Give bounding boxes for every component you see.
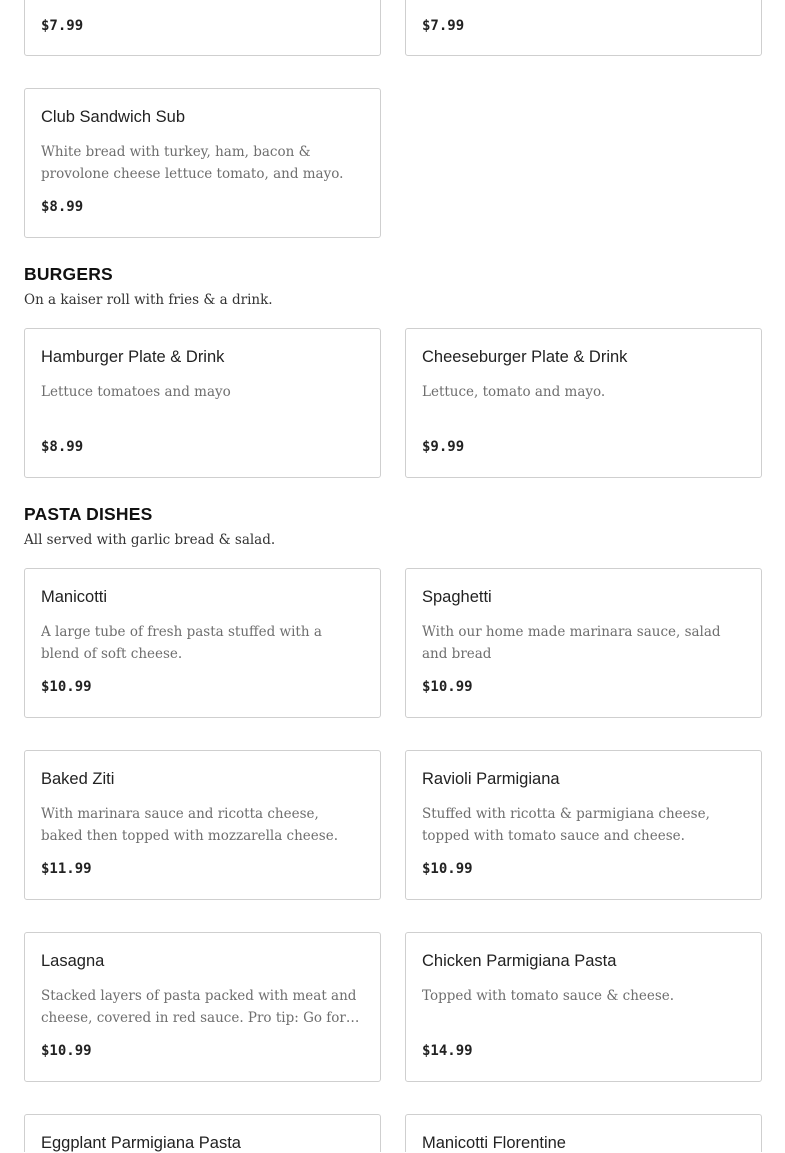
menu-item-description: Topped with tomato sauce & cheese. bbox=[422, 988, 675, 1004]
menu-item-card[interactable] bbox=[24, 328, 381, 478]
menu-item-description: With our home made marinara sauce, salad and bread bbox=[422, 624, 721, 662]
menu-item-card[interactable] bbox=[24, 88, 381, 238]
menu-item-card[interactable] bbox=[405, 750, 762, 900]
menu-item-card[interactable] bbox=[405, 1114, 762, 1152]
menu-item-price: $8.99 bbox=[41, 439, 84, 455]
menu-item-description: A large tube of fresh pasta stuffed with a blend of soft cheese. bbox=[41, 624, 322, 662]
menu-item-description: Lettuce, tomato and mayo. bbox=[422, 384, 606, 400]
menu-item-name: Spaghetti bbox=[422, 588, 492, 606]
menu-item-name: Eggplant Parmigiana Pasta bbox=[41, 1134, 241, 1152]
menu-item-price: $9.99 bbox=[422, 439, 465, 455]
menu-item-price: $7.99 bbox=[41, 18, 84, 34]
menu-item-card[interactable] bbox=[24, 1114, 381, 1152]
menu-item-card[interactable] bbox=[24, 750, 381, 900]
menu-item-name: Manicotti bbox=[41, 588, 108, 606]
menu-item-name: Hamburger Plate & Drink bbox=[41, 348, 225, 366]
menu-item-card[interactable] bbox=[405, 0, 762, 56]
menu-item-card[interactable] bbox=[405, 568, 762, 718]
menu-item-name: Ravioli Parmigiana bbox=[422, 770, 560, 788]
menu-item-name: Chicken Parmigiana Pasta bbox=[422, 952, 617, 970]
menu-item-card[interactable] bbox=[405, 328, 762, 478]
menu-item-price: $10.99 bbox=[41, 679, 92, 695]
menu-item-name: Lasagna bbox=[41, 952, 105, 970]
menu-item-price: $7.99 bbox=[422, 18, 465, 34]
menu-item-name: Cheeseburger Plate & Drink bbox=[422, 348, 628, 366]
section-subtitle-pasta: All served with garlic bread & salad. bbox=[24, 532, 276, 548]
menu-item-card[interactable] bbox=[24, 932, 381, 1082]
section-subtitle-burgers: On a kaiser roll with fries & a drink. bbox=[24, 292, 273, 308]
menu-item-name: Baked Ziti bbox=[41, 770, 115, 788]
menu-item-card[interactable] bbox=[405, 932, 762, 1082]
menu-item-price: $10.99 bbox=[41, 1043, 92, 1059]
menu-item-description: White bread with turkey, ham, bacon & provolone cheese lettuce tomato, and mayo. bbox=[41, 144, 344, 182]
menu-item-description: Lettuce tomatoes and mayo bbox=[41, 384, 231, 400]
menu-item-card[interactable] bbox=[24, 0, 381, 56]
menu-item-price: $11.99 bbox=[41, 861, 92, 877]
section-title-pasta: PASTA DISHES bbox=[24, 504, 153, 524]
menu-item-description: With marinara sauce and ricotta cheese, baked then topped with mozzarella cheese. bbox=[41, 806, 338, 844]
menu-item-description: Stacked layers of pasta packed with meat and cheese, covered in red sauce. Pro tip: Go for bbox=[41, 988, 357, 1026]
section-title-burgers: BURGERS bbox=[24, 264, 113, 284]
menu-item-name: Manicotti Florentine bbox=[422, 1134, 566, 1152]
menu-item-price: $8.99 bbox=[41, 199, 84, 215]
menu-item-name: Club Sandwich Sub bbox=[41, 108, 186, 126]
menu-item-price: $10.99 bbox=[422, 679, 473, 695]
menu-item-description: Stuffed with ricotta & parmigiana cheese, topped with tomato sauce and cheese. bbox=[422, 806, 710, 844]
menu-item-price: $14.99 bbox=[422, 1043, 473, 1059]
menu-item-price: $10.99 bbox=[422, 861, 473, 877]
menu-item-card[interactable] bbox=[24, 568, 381, 718]
